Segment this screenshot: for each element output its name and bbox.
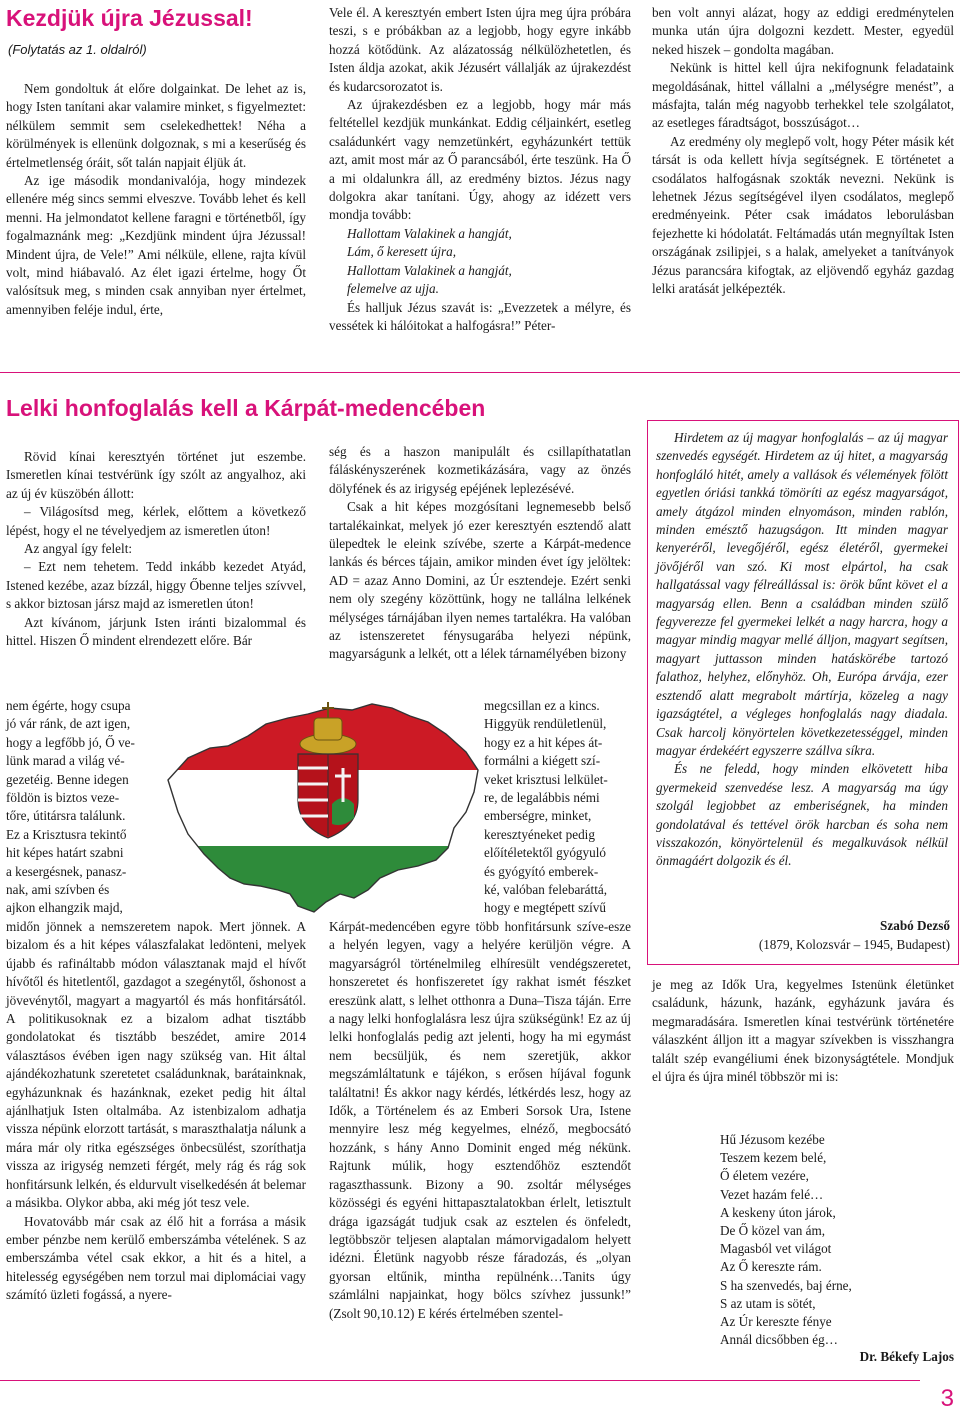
article2-title: Lelki honfoglalás kell a Kárpát-medencében bbox=[6, 395, 486, 421]
text-line: emberségre, minket, bbox=[484, 808, 592, 824]
poem-quote bbox=[329, 225, 631, 299]
quote-box bbox=[647, 420, 959, 965]
text-line: földön is biztos veze- bbox=[6, 790, 120, 806]
poem-author: Dr. Békefy Lajos bbox=[859, 1349, 954, 1364]
article2-col2-wrap bbox=[484, 697, 630, 918]
paragraph: És halljuk Jézus szavát is: „Evezzetek a mélyre, és vessétek ki hálóitokat a halfogásra!” Péter- bbox=[329, 299, 631, 333]
text-line: hogy e megtépett szívű bbox=[484, 900, 606, 916]
article1-col1 bbox=[6, 80, 306, 319]
poem-line: Ő életem vezére, bbox=[720, 1168, 809, 1184]
footer-divider bbox=[0, 1380, 920, 1381]
article1-title: Kezdjük újra Jézussal! bbox=[6, 5, 253, 31]
poem-line: De Ő közel van ám, bbox=[720, 1223, 826, 1239]
paragraph: És ne feledd, hogy minden elkövetett hiba gyermekeid szenvedése lesz. A magyarság ma úgy szolgál legjobbet az emberiségnek, ha minden gondolatával és tettével örök harcban és soha nem visszakozón, könyörtelenül és megalkuvások nélkül önmagáért dolgozik és él. bbox=[656, 761, 948, 869]
paragraph: Az újrakezdésben ez a legjobb, hogy már más feltétellel kezdjük munkánkat. Eddig céljainkért, esetleg családunkért vagy nemzetünkért, egyházunkért tettük azt, amit most már az Ő parancsából, érte teszünk. Ha Ő a mi oldalunkra áll, az eredmény biztos. Jézus nagy dolgokra akar tanítani. Úgy, ahogy az idézett vers mondja tovább: bbox=[329, 97, 631, 223]
text-line: lünk marad a világ vé- bbox=[6, 753, 125, 769]
text-line: nak, ami szívben és bbox=[6, 882, 110, 898]
poem-line: S ha szenvedés, baj érne, bbox=[720, 1277, 852, 1293]
poem-line: Annál dicsőbben ég… bbox=[720, 1332, 838, 1348]
text-line: a kesergésnek, panasz- bbox=[6, 863, 127, 879]
paragraph: Nekünk is hittel kell újra nekifognunk feladataink megoldásának, hittel vállalni a „mélységre menést”, a másfajta, talán még nagyobb terhekkel tele szolgálatot, az esetleges fáradtságot, bosszúságot… bbox=[652, 60, 954, 131]
article2-col3 bbox=[652, 976, 954, 1086]
paragraph: Nem gondoltuk át előre dolgainkat. De lehet az is, hogy Isten tanítani akar valamire minket, s figyelmeztet: nélkülem semmit sem cselekedhettek! Néha a körülmények is ellenünk dolgoznak, s mi a keserűség és értelmetlenség óráit, sőt talán napjait éljük át. bbox=[6, 81, 306, 170]
text-line: ajkon elhangzik majd, bbox=[6, 900, 123, 916]
paragraph: – Ezt nem tehetem. Tedd inkább kezedet Atyád, Istened kezébe, azaz bízzál, higgy Őbenne teljes szívvel, s akkor biztosan jársz majd az ismeretlen úton! bbox=[6, 559, 306, 612]
article2-col2-bottom bbox=[329, 918, 631, 1323]
poem-line: Magasból vet világot bbox=[720, 1241, 832, 1257]
article2-col1-wrap bbox=[6, 697, 148, 918]
text-line: nem égérte, hogy csupa bbox=[6, 698, 131, 713]
text-line: megcsillan ez a kincs. bbox=[484, 698, 600, 713]
poem-line: Hallottam Valakinek a hangját, bbox=[347, 225, 512, 241]
continued-note: (Folytatás az 1. oldalról) bbox=[8, 42, 147, 57]
text-line: hogy a legfőbb jó, Ő ve- bbox=[6, 734, 135, 750]
paragraph: Az eredmény oly meglepő volt, hogy Péter másik két társát is oda kellett hívja segítségnek. E történetet a csodálatos halfogásnak szokták nevezni. Nekünk is lehetnek Jézus segítségével ilyen csodálatos, meglepő eredményeink. Péter csak imádatos leborulásban fejezhette ki hódolatát. Feltámadás után megnyíltak Isten országának zsilipjei, s a halak, amelyeket a tanítványok Jézus parancsára kifogtak, az eljövendő egyház gazdag lelki aratását jelképezték. bbox=[652, 133, 954, 297]
section-divider bbox=[0, 372, 960, 373]
hymn-poem bbox=[720, 1131, 950, 1349]
paragraph: Rövid kínai keresztyén történet jut eszembe. Ismeretlen kínai testvérünk így szólt az angyalhoz, aki az új év küszöbén állott: bbox=[6, 449, 306, 501]
text-line: formálni a kiégett szí- bbox=[484, 753, 601, 769]
text-line: gezetéig. Benne idegen bbox=[6, 771, 129, 787]
quote-author-dates: (1879, Kolozsvár – 1945, Budapest) bbox=[758, 937, 950, 952]
paragraph: Vele él. A keresztyén embert Isten újra meg újra próbára teszi, s e próbákban az a legjobb, hogy egyre inkább hozzá kötődünk. Az alázatosság nélkülözhetetlen, és Isten áldja azokat, akik Jézusért vállalják az újrakezdést és kudarcsorozatot is. bbox=[329, 5, 631, 94]
text-line: jó vár ránk, de azt igen, bbox=[6, 716, 131, 732]
text-line: előítéletektől gyógyuló bbox=[484, 845, 606, 861]
paragraph: midőn jönnek a nemszeretem napok. Mert jönnek. A bizalom és a hit képes válaszfalakat ledönteni, melyek újabb és rafináltabb módon választanak majd el hívőt hívőtől és hitetlentől, gazdagot a szegénytől, őshonost a jövevénytől, magyart a magyartól és más honfitársától. A politikusoknak ez a bizalom adhat tisztább gondolatokat és tisztább beszédet, amire 2014 választásos évében igen nagy szükség van. Hit által ajándékozhatunk szeretetet családunknak, barátainknak, egyházunknak és hazánknak, ezeket pedig hit által ajánlhatjuk Isten oltalmába. Az istenbizalom adhatja vissza népünk elorzott tartását, s maraszthalatja nálunk a mára már oly ritka egészséges önbecsülést, szoríthatja vissza az irigység nemzeti férgét, mely rág és rág sok honfitársunk lelkén, és eldurvult viselkedésén át belemar a másikba. Olykor abba, aki még jót tesz vele. bbox=[6, 919, 306, 1211]
paragraph: – Világosítsd meg, kérlek, előttem a következő lépést, hogy el ne tévelyedjem az ismeretlen úton! bbox=[6, 504, 306, 538]
quote-author: Szabó Dezső bbox=[880, 918, 950, 933]
paragraph: Kárpát-medencében egyre több honfitársunk szíve-esze a helyén legyen, vagy a helyére kerüljön végre. A magyarságról történelmileg elhíresült vendégszeretet, honszeretet és honfiszeretet így rakhat ismét fészket ereszünk alatt, s lelhet otthonra a Duna–Tisza táján. Erre a nagy lelki honfoglalásra lesz újra szükségünk! Ez az új lelki honfoglalás pedig azt jelenti, hogy ha mi egymást nem becsüljük, és nem szeretjük, akkor megszámláltatunk e tájékon, s erősen híjával fogunk találtatni! És akkor nagy kérdés, létkérdés lesz, hogy az Idők, a Történelem és az Emberi Sorsok Ura, Istene mennyire lesz még kegyelmes, elnéző, megbocsátó hozzánk, s hány Anno Dominit enged még nékünk. Rajtunk múlik, hogy esztendőhöz esztendőt ragaszthassunk. Bizony a 90. zsoltár mélységes közösségi és egyéni hittapasztalatokban érlelt, letisztult drága igazságát tudjuk csak az esztelen és önfeledt, legtöbbször teljesen alaptalan mámorvigadalom helyett idézni. Életünk nagyobb része fáradozás, és „olyan gyorsan eltűnik, mintha repülnénk…Tanits úgy számlálni napjainkat, hogy bölcs szívhez jussunk!” (Zsolt 90,10.12) E kérés értelmében szentel- bbox=[329, 919, 631, 1321]
article2-col1-top bbox=[6, 448, 306, 650]
paragraph: Azt kívánom, járjunk Isten iránti bizalommal és hittel. Hiszen Ő mindent elrendezett előre. Bár bbox=[6, 614, 306, 649]
text-line: Higgyük rendületlenül, bbox=[484, 716, 607, 732]
poem-line: Hallottam Valakinek a hangját, bbox=[347, 262, 512, 278]
text-line: hogy ez a hit képes át- bbox=[484, 734, 603, 750]
poem-line: Teszem kezem belé, bbox=[720, 1150, 827, 1166]
article2-col2-top bbox=[329, 443, 631, 664]
poem-line: Vezet hazám felé… bbox=[720, 1186, 824, 1202]
poem-line: A keskeny úton járok, bbox=[720, 1204, 836, 1220]
article1-col3 bbox=[652, 4, 954, 299]
text-line: tőre, útitársra találunk. bbox=[6, 808, 126, 824]
text-line: keresztyéneket pedig bbox=[484, 826, 595, 842]
text-line: re, de legalábbis némi bbox=[484, 790, 600, 806]
article1-col2 bbox=[329, 4, 631, 335]
poem-line: Az Úr kereszte fénye bbox=[720, 1314, 832, 1330]
paragraph: Hovatovább már csak az élő hit a forrása a másik ember pénzbe nem kerülő emberszámba vételének. S az emberszámba vétel csak ekkor, a hit és a hitel, a hitelesség egységében nem torzul mai diplomáciai vagy számító üzleti fogássá, a nyere- bbox=[6, 1213, 306, 1303]
poem-line: Lám, ő keresett újra, bbox=[347, 244, 457, 260]
quote-text bbox=[656, 429, 948, 871]
paragraph: ség és a haszon manipulált és csillapíthatatlan fáláskényszerének kozmetikázására, vagy az önzés dölyfének és az irigység epéjének leplezésévé. bbox=[329, 444, 631, 496]
poem-line: felemelve az ujja. bbox=[347, 281, 439, 297]
text-line: ké, valóban felebaráttá, bbox=[484, 882, 608, 898]
poem-line: Az Ő kereszte rám. bbox=[720, 1259, 822, 1275]
page-number: 3 bbox=[940, 1385, 954, 1412]
paragraph: Az ige második mondanivalója, hogy mindezek ellenére még sincs semmi elveszve. Tovább lehet és kell menni. Ha jelmondatot kellene faragni e történetből, így fogalmaznánk meg: „Kezdjünk mindent újra Jézussal! Mindent újra, de Vele!” Ami nélküle, ellene, rajta kívül volt, mind hiábavaló. Az élet igazi értelme, hogy Őt valósítsuk meg, s minden csak annyiban nyer értelmet, amennyiben feléje indul, érte, bbox=[6, 173, 306, 317]
text-line: hit képes határt szabni bbox=[6, 845, 124, 861]
text-line: és gyógyító emberek- bbox=[484, 863, 599, 879]
article2-col1-bottom bbox=[6, 918, 306, 1305]
poem-line: Hű Jézusom kezébe bbox=[720, 1132, 825, 1147]
text-line: Ez a Krisztusra tekintő bbox=[6, 826, 127, 842]
text-line: veket krisztusi lelkület- bbox=[484, 771, 608, 787]
hungary-map-illustration bbox=[148, 688, 488, 916]
paragraph: je meg az Idők Ura, kegyelmes Istenünk életünket családunk, házunk, hazánk, egyházunk javára és megmaradására. Ismeretlen kínai testvérünk történetére válaszként álljon itt a magyar szívekben is visszhangra talált szép evangéliumi ének bizonyságtétele. Mondjuk el újra és újra minél többször mi is: bbox=[652, 977, 954, 1085]
paragraph: Az angyal így felelt: bbox=[24, 541, 133, 557]
paragraph: Csak a hit képes mozgósítani legnemesebb belső tartalékainkat, melyek jó ezer keresztyén esztendő alatt ülepedtek le eleink szívébe, szerte a Kárpát-medence lankás és bérces tájain, amikor minden évet így jelöltek: AD = azaz Anno Domini, az Úr esztendeje. Ezért senki nem oly szegény közöttünk, hogy ne tallálna lelkének mélységes tárnájában ilyen nemes tartalékra. Ha valóban az istenszeretet fénysugarába helyezi népünk, magyarságunk a lelkét, ott a lélek tárnamélyében bizony bbox=[329, 499, 631, 662]
poem-line: S az utam is sötét, bbox=[720, 1295, 816, 1311]
paragraph: ben volt annyi alázat, hogy az eddigi eredménytelen munka után újra dolgozni kezdett. Mester, egyedül neked hiszek – gondolta magában. bbox=[652, 5, 954, 57]
greater-hungary-map bbox=[148, 688, 488, 916]
paragraph: Hirdetem az új magyar honfoglalás – az új magyar szenvedés egységét. Hirdetem az új hitet, a magyarság honfogláló hitét, amely a vallások és vélemények fölött egyetlen óriási tankká tömöríti az egész magyarságot, amely átgázol minden elnyomáson, minden rablón, minden emésztő hazugságon. Itt minden magyar kenyeréről, levegőjéről, egész életéről, gyermekei jövőjéről van szó. Ki most elpártol, ha csak hallgatással vagy félreállással is: örök bűnt követ el a magyarság ellen. Benn a családban minden szülő fegyverezze fel gyermekei lelkét a nagy harcra, hogy a magyar mindig magyar mellé álljon, magyart segítsen, magyart juttasson minden hatáskörébe tartozó falathoz, helyhez, előnyhöz. Oh, Európa árvája, ezer esztendő alatt megrabolt mártírja, közeleg a nagy igazságtétel, a végleges honfoglalás nagy diadala. Csak harcolj könyörtelen következetességgel, minden magyar érdekéért egyszerre szállva síkra. bbox=[656, 430, 948, 758]
